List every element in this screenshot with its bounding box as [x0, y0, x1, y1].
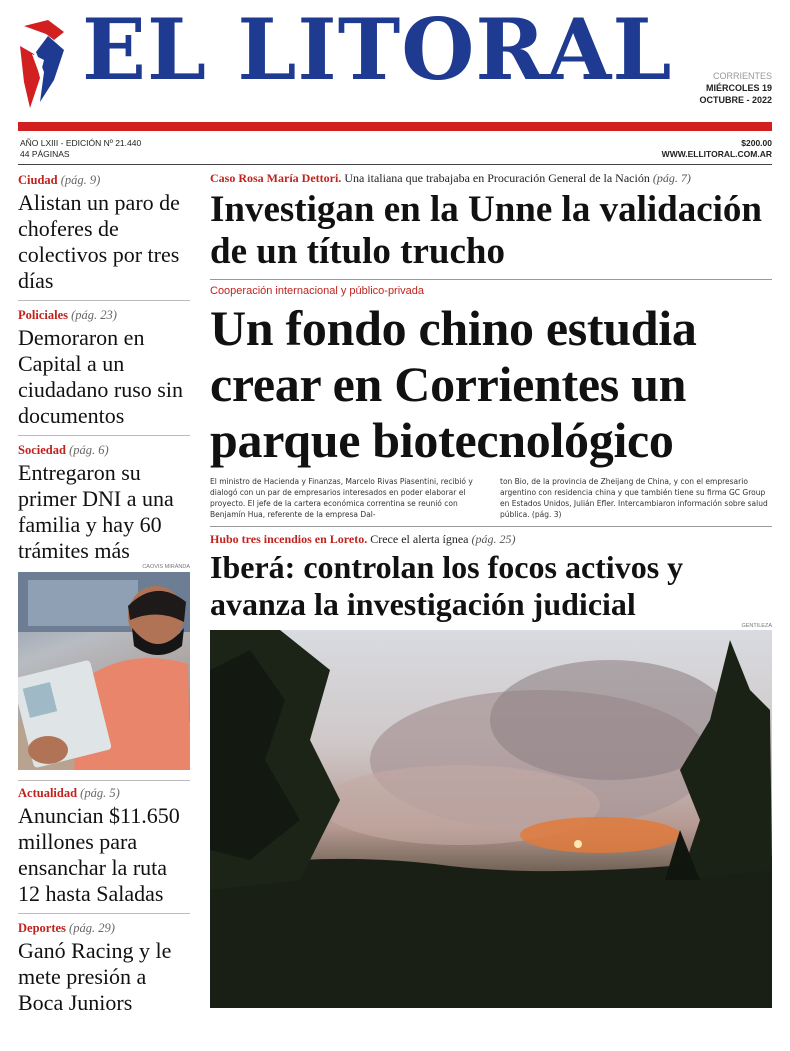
brief-page: (pág. 29): [69, 921, 115, 935]
edition-info: [20, 138, 141, 160]
brief-page: (pág. 23): [71, 308, 117, 322]
story-ibera[interactable]: [210, 531, 772, 1008]
website[interactable]: WWW.ELLITORAL.COM.AR: [661, 149, 772, 159]
dni-family-photo[interactable]: [18, 572, 190, 770]
masthead-red-bar: [18, 122, 772, 131]
price: $200.00: [741, 138, 772, 148]
brief-kicker: [18, 307, 190, 323]
brief-kicker: [18, 920, 190, 936]
page-count: 44 PÁGINAS: [20, 149, 70, 159]
brief-deportes[interactable]: [18, 918, 190, 1022]
story-headline: Investigan en la Unne la validación de un título trucho: [210, 189, 763, 272]
divider: [210, 279, 772, 280]
story-headline: Iberá: controlan los focos activos y avanza la investigación judicial: [210, 549, 684, 622]
brief-headline: Alistan un paro de choferes de colectivos por tres días: [18, 190, 180, 293]
story-kicker: [210, 170, 772, 186]
brief-section: Ciudad: [18, 173, 58, 187]
story-body-col2: ton Bio, de la provincia de Zheijang de China, y con el empresario argentino con residencia china y que también tiene su firma GC Group en Estados Unidos, Julián Efler. Intercambiaron información sobre salud pública. (pág. 3): [500, 477, 768, 519]
photo-credit: CAOVIS MIRÁNDA: [142, 564, 190, 570]
story-kicker-page: (pág. 25): [471, 532, 516, 546]
brief-ciudad[interactable]: [18, 170, 190, 301]
edition-number: AÑO LXIII - EDICIÓN Nº 21.440: [20, 138, 142, 148]
divider: [210, 526, 772, 527]
main-column: [210, 170, 772, 1008]
story-body: [210, 476, 772, 520]
story-kicker-text: Crece el alerta ígnea: [370, 532, 469, 546]
story-fondo-chino[interactable]: [210, 284, 772, 520]
dateline-day: MIÉRCOLES 19: [705, 83, 772, 93]
brief-kicker: [18, 172, 190, 188]
photo-credit: GENTILEZA: [741, 623, 772, 629]
brand-name: EL LITORAL: [82, 0, 673, 99]
logo-bird-icon: [18, 16, 70, 112]
brief-page: (pág. 6): [69, 443, 109, 457]
story-kicker: Cooperación internacional y público-privada: [210, 285, 425, 297]
story-kicker: [210, 531, 772, 547]
brief-headline: Demoraron en Capital a un ciudadano ruso sin documentos: [18, 325, 183, 428]
masthead: [0, 0, 790, 135]
brief-headline: Anuncian $11.650 millones para ensanchar la ruta 12 hasta Saladas: [18, 803, 180, 906]
story-kicker-text: Una italiana que trabajaba en Procuración General de la Nación: [344, 171, 650, 185]
brief-sociedad[interactable]: [18, 440, 190, 564]
brief-page: (pág. 5): [80, 786, 120, 800]
story-headline: Un fondo chino estudia crear en Corrientes un parque biotecnológico: [210, 300, 697, 468]
brief-kicker: [18, 785, 190, 801]
brief-section: Deportes: [18, 921, 66, 935]
story-dettori[interactable]: [210, 170, 772, 273]
brief-actualidad[interactable]: [18, 783, 190, 914]
story-kicker-lead: Caso Rosa María Dettori.: [210, 171, 342, 185]
story-kicker-page: (pág. 7): [652, 171, 691, 185]
brief-kicker: [18, 442, 190, 458]
dateline-month-year: OCTUBRE - 2022: [699, 95, 772, 105]
strip-divider: [18, 164, 772, 165]
story-body-col1: El ministro de Hacienda y Finanzas, Marcelo Rivas Piasentini, recibió y dialogó con un par de empresarios interesados en poder elaborar el proyecto. El jefe de la cartera económica correntina se reunió con Benjamín Hua, referente de la empresa Dal-: [210, 477, 473, 519]
woman-with-dni-illustration: [18, 572, 190, 770]
forest-fire-illustration: [210, 630, 772, 1008]
fire-smoke-photo[interactable]: [210, 630, 772, 1008]
left-column: [18, 170, 190, 1026]
brief-page: (pág. 9): [60, 173, 101, 187]
dateline-city: CORRIENTES: [712, 71, 772, 81]
story-kicker-lead: Hubo tres incendios en Loreto.: [210, 532, 368, 546]
brief-policiales[interactable]: [18, 305, 190, 436]
price-info: [662, 138, 772, 160]
brief-section: Sociedad: [18, 443, 66, 457]
brief-section: Actualidad: [18, 786, 78, 800]
brief-headline: Entregaron su primer DNI a una familia y hay 60 trámites más: [18, 460, 174, 563]
brief-section: Policiales: [18, 308, 68, 322]
brief-headline: Ganó Racing y le mete presión a Boca Juniors: [18, 938, 172, 1015]
dateline: [699, 70, 772, 106]
